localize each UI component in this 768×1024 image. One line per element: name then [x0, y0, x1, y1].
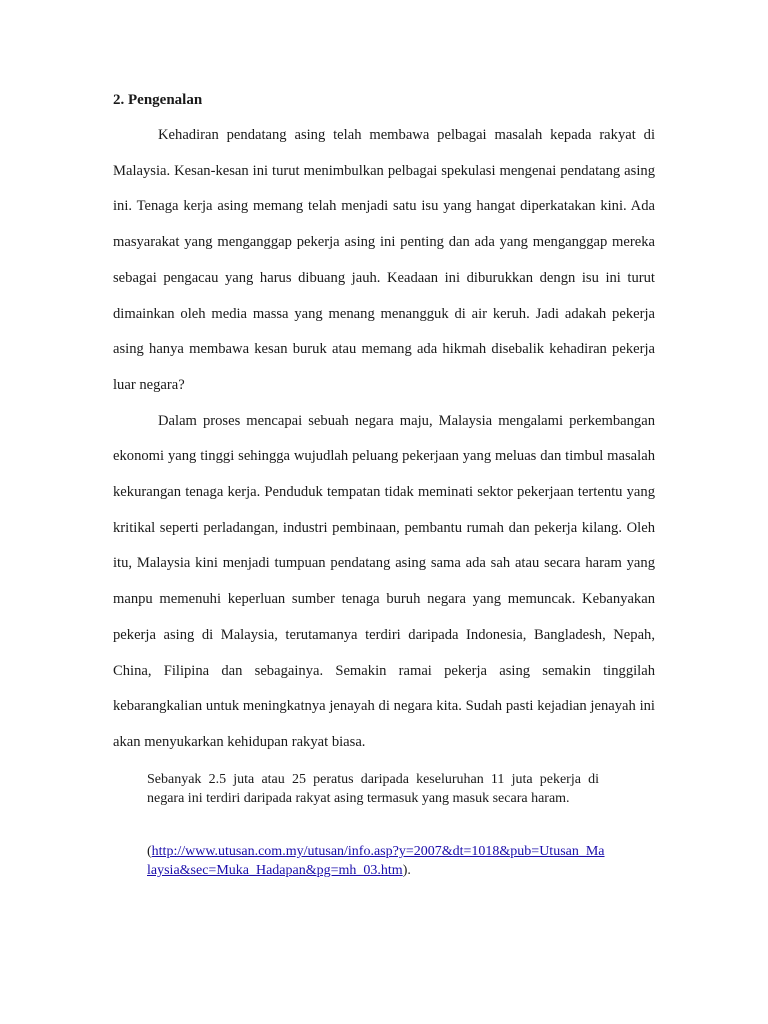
- citation-link[interactable]: http://www.utusan.com.my/utusan/info.asp?y=2007&dt=1018&pub=Utusan_Malaysia&sec=Muka_Hadapan&pg=mh_03.htm: [147, 844, 605, 878]
- quote-text: Sebanyak 2.5 juta atau 25 peratus daripada keseluruhan 11 juta pekerja di negara ini terdiri daripada rakyat asing termasuk yang masuk secara haram.: [147, 772, 599, 806]
- paragraph-1: Kehadiran pendatang asing telah membawa pelbagai masalah kepada rakyat di Malaysia. Kesan-kesan ini turut menimbulkan pelbagai spekulasi mengenai pendatang asing ini. Tenaga kerja asing memang telah menjadi satu isu yang hangat diperkatakan kini. Ada masyarakat yang menganggap pekerja asing ini penting dan ada yang menganggap mereka sebagai pengacau yang harus dibuang jauh. Keadaan ini diburukkan dengn isu ini turut dimainkan oleh media massa yang menang menangguk di air keruh. Jadi adakah pekerja asing hanya membawa kesan buruk atau memang ada hikmah disebalik kehadiran pekerja luar negara?: [113, 127, 655, 393]
- citation-close: ).: [402, 863, 411, 878]
- citation-open: (: [147, 844, 152, 859]
- section-heading: 2. Pengenalan: [113, 92, 203, 108]
- paragraph-2: Dalam proses mencapai sebuah negara maju, Malaysia mengalami perkembangan ekonomi yang tinggi sehingga wujudlah peluang pekerjaan yang meluas dan timbul masalah kekurangan tenaga kerja. Penduduk tempatan tidak meminati sektor pekerjaan tertentu yang kritikal seperti perladangan, industri pembinaan, pembantu rumah dan pekerja kilang. Oleh itu, Malaysia kini menjadi tumpuan pendatang asing sama ada sah atau secara haram yang manpu memenuhi keperluan sumber tenaga buruh negara yang memuncak. Kebanyakan pekerja asing di Malaysia, terutamanya terdiri daripada Indonesia, Bangladesh, Nepah, China, Filipina dan sebagainya. Semakin ramai pekerja asing semakin tinggilah kebarangkalian untuk meningkatnya jenayah di negara kita. Sudah pasti kejadian jenayah ini akan menyukarkan kehidupan rakyat biasa.: [113, 412, 655, 750]
- block-quote: [147, 770, 599, 808]
- body-text: [113, 118, 655, 761]
- citation: [147, 842, 607, 880]
